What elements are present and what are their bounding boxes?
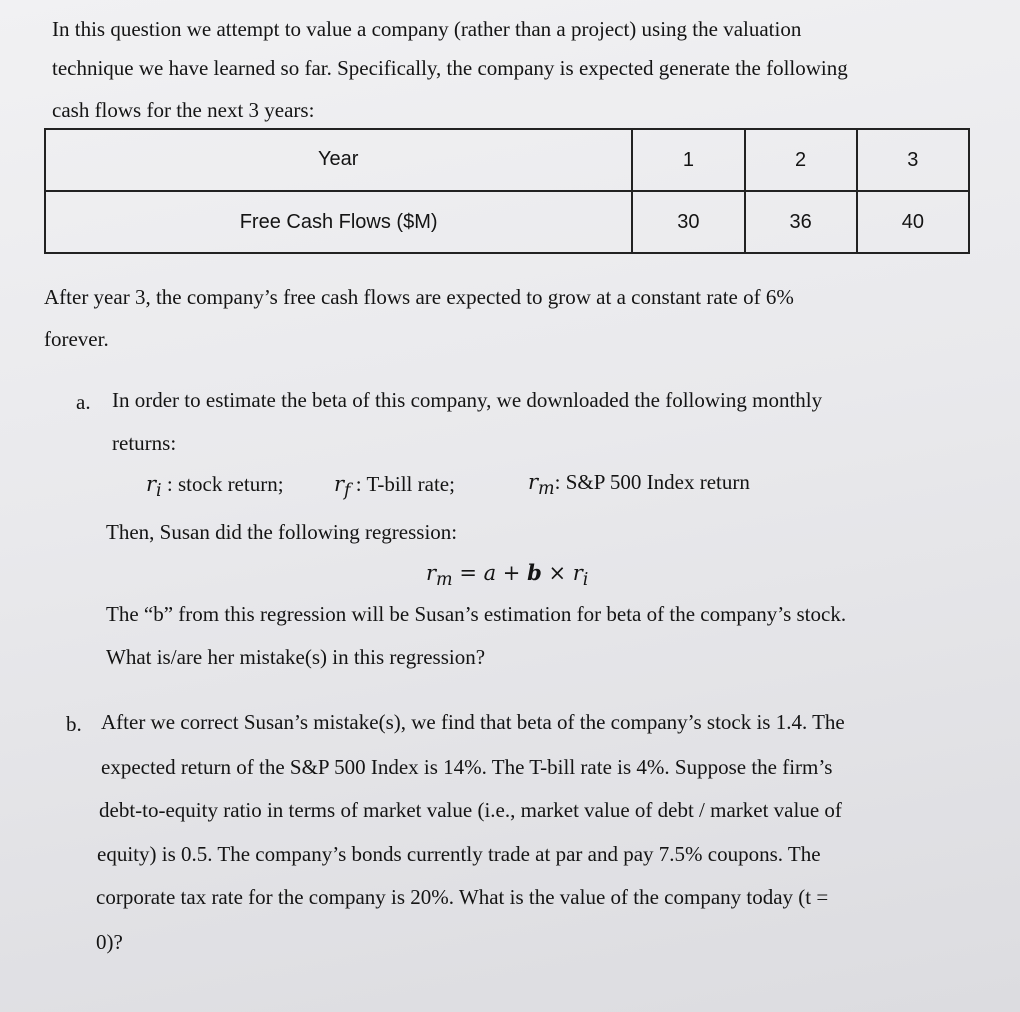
year-cell: 3 [857, 129, 969, 191]
fcf-value: 40 [857, 191, 969, 253]
growth-line-2: forever. [44, 327, 109, 351]
growth-line-1: After year 3, the company’s free cash flows are expected to grow at a constant rate of 6% [44, 285, 794, 309]
def-index-return: $r_m$: S&P 500 Index return [528, 470, 750, 500]
intro-line-3: cash flows for the next 3 years: [52, 98, 315, 122]
fcf-label: Free Cash Flows ($M) [45, 191, 632, 253]
part-b-line-4: equity) is 0.5. The company’s bonds currently trade at par and pay 7.5% coupons. The [97, 842, 821, 866]
part-a-letter: a. [76, 390, 91, 414]
part-a-then-line: Then, Susan did the following regression: [106, 520, 458, 544]
part-b-line-3: debt-to-equity ratio in terms of market value (i.e., market value of debt / market value of [99, 798, 842, 822]
part-a-line-2: returns: [112, 431, 177, 455]
intro-line-2: technique we have learned so far. Specifically, the company is expected generate the following [52, 56, 848, 80]
part-b-line-2: expected return of the S&P 500 Index is 14%. The T-bill rate is 4%. Suppose the firm’s [101, 755, 833, 779]
year-label: Year [318, 148, 359, 170]
part-b-letter: b. [66, 712, 82, 736]
cash-flow-table [44, 128, 970, 254]
part-a-line-b1: The “b” from this regression will be Susan’s estimation for beta of the company’s stock. [106, 602, 847, 626]
fcf-value: 36 [745, 191, 857, 253]
part-b-line-1: After we correct Susan’s mistake(s), we find that beta of the company’s stock is 1.4. The [101, 710, 845, 734]
part-b-line-6: 0)? [96, 930, 123, 954]
year-label-cell [45, 129, 632, 191]
year-cell: 2 [745, 129, 857, 191]
part-b-line-5: corporate tax rate for the company is 20%. What is the value of the company today (t = [96, 885, 829, 909]
def-stock-return: $r_i$ : stock return; [146, 472, 284, 502]
table-row-fcf [45, 191, 969, 253]
part-a-line-1: In order to estimate the beta of this company, we downloaded the following monthly [112, 388, 823, 412]
year-cell: 1 [632, 129, 744, 191]
def-tbill-rate: $r_f$ : T-bill rate; [334, 472, 455, 502]
fcf-value: 30 [632, 191, 744, 253]
regression-equation: $r_m = a + b \times r_i$ [426, 560, 589, 591]
part-a-line-b2: What is/are her mistake(s) in this regression? [106, 645, 486, 669]
table-row-year [45, 129, 969, 191]
intro-line-1: In this question we attempt to value a company (rather than a project) using the valuation [52, 17, 802, 41]
